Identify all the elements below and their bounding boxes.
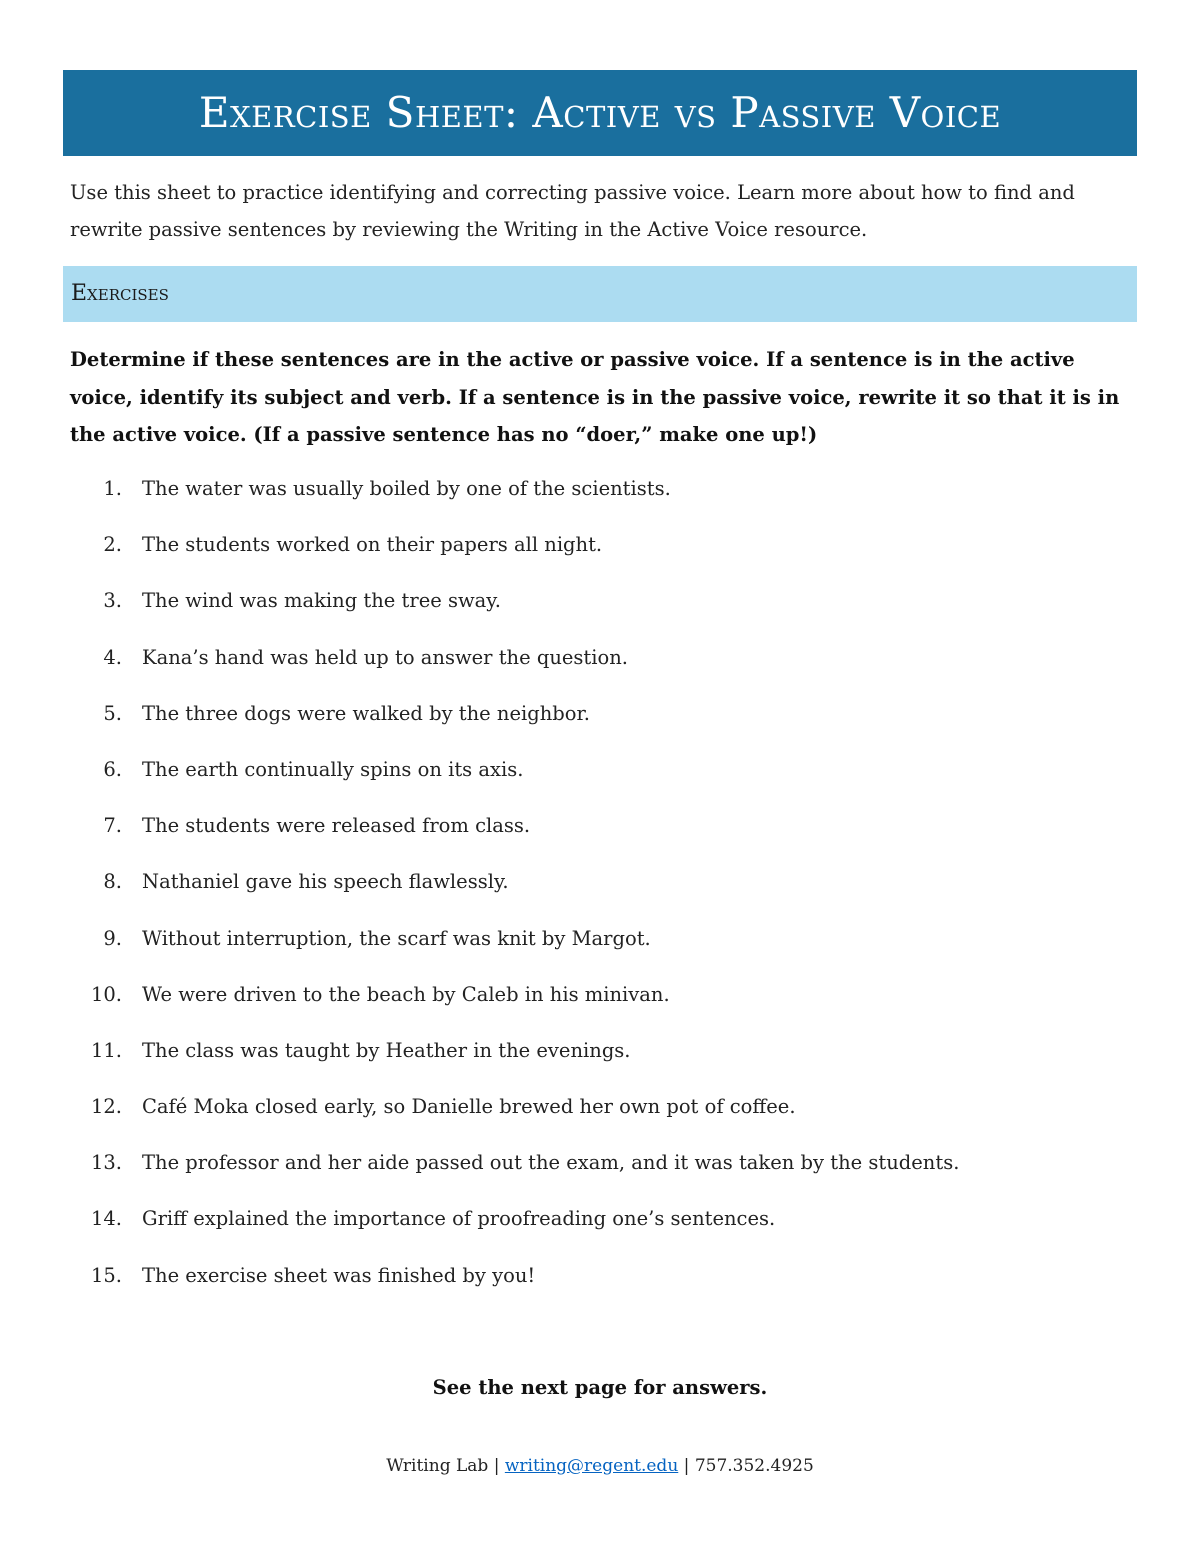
exercise-sentence: Nathaniel gave his speech flawlessly. <box>142 870 509 894</box>
footer-lab-name: Writing Lab <box>386 1456 489 1476</box>
exercise-item <box>0 1257 1200 1313</box>
exercise-sentence: Without interruption, the scarf was knit by Margot. <box>142 926 651 950</box>
exercise-item <box>0 751 1200 807</box>
page-title: Exercise Sheet: Active vs Passive Voice <box>198 88 1002 137</box>
exercise-number: 11. <box>90 1038 122 1062</box>
exercise-number: 2. <box>103 533 122 557</box>
footer-separator: | <box>683 1456 690 1476</box>
footer-separator: | <box>493 1456 500 1476</box>
exercise-sentence: The students were released from class. <box>142 814 531 838</box>
exercise-sentence: The professor and her aide passed out the exam, and it was taken by the students. <box>142 1151 960 1175</box>
exercise-number: 5. <box>103 701 122 725</box>
exercise-item <box>0 1088 1200 1144</box>
exercise-sentence: The class was taught by Heather in the evenings. <box>142 1038 631 1062</box>
exercise-number: 3. <box>103 589 122 613</box>
exercise-item <box>0 1032 1200 1088</box>
exercise-sentence: The students worked on their papers all night. <box>142 533 603 557</box>
exercise-sentence: The three dogs were walked by the neighbor. <box>142 701 590 725</box>
title-banner <box>63 70 1137 156</box>
section-header-bar <box>63 266 1137 322</box>
exercise-item <box>0 470 1200 526</box>
exercise-item <box>0 639 1200 695</box>
exercise-sentence: We were driven to the beach by Caleb in his minivan. <box>142 982 670 1006</box>
exercise-sentence: Café Moka closed early, so Danielle brewed her own pot of coffee. <box>142 1095 796 1119</box>
instructions-paragraph: Determine if these sentences are in the active or passive voice. If a sentence is in the active voice, identify its subject and verb. If a sentence is in the passive voice, rewrite it so that it is in the active voice. (If a passive sentence has no “doer,” make one up!) <box>70 348 1120 446</box>
exercise-number: 15. <box>90 1263 122 1287</box>
exercise-sentence: The wind was making the tree sway. <box>142 589 501 613</box>
exercise-item <box>0 976 1200 1032</box>
exercise-number: 4. <box>103 645 122 669</box>
exercise-number: 13. <box>90 1151 122 1175</box>
see-next-page-note: See the next page for answers. <box>432 1376 768 1399</box>
exercise-number: 9. <box>103 926 122 950</box>
exercise-item <box>0 863 1200 919</box>
exercise-sentence: The exercise sheet was finished by you! <box>142 1263 536 1287</box>
exercise-number: 14. <box>90 1207 122 1231</box>
exercise-sentence: The water was usually boiled by one of the scientists. <box>142 477 671 500</box>
exercise-number: 10. <box>90 982 122 1006</box>
exercise-sentence: The earth continually spins on its axis. <box>142 757 524 781</box>
exercise-number: 1. <box>103 477 122 500</box>
exercise-number: 6. <box>103 757 122 781</box>
footer-email-link[interactable]: writing@regent.edu <box>504 1456 679 1476</box>
exercise-item <box>0 1144 1200 1200</box>
footer <box>0 1451 1200 1481</box>
exercise-number: 12. <box>90 1095 122 1119</box>
exercise-sentence: Kana’s hand was held up to answer the question. <box>142 645 628 669</box>
exercise-item <box>0 582 1200 638</box>
exercise-item <box>0 526 1200 582</box>
exercise-list <box>0 470 1200 1313</box>
exercise-number: 7. <box>103 814 122 838</box>
exercise-number: 8. <box>103 870 122 894</box>
section-title: Exercises <box>71 281 169 306</box>
exercise-item <box>0 920 1200 976</box>
exercise-sentence: Griff explained the importance of proofreading one’s sentences. <box>142 1207 776 1231</box>
exercise-item <box>0 807 1200 863</box>
exercise-item <box>0 695 1200 751</box>
intro-paragraph: Use this sheet to practice identifying and correcting passive voice. Learn more about how to find and rewrite passive sentences by reviewing the Writing in the Active Voice resource. <box>70 181 1075 241</box>
footer-phone: 757.352.4925 <box>694 1456 814 1476</box>
exercise-item <box>0 1200 1200 1256</box>
